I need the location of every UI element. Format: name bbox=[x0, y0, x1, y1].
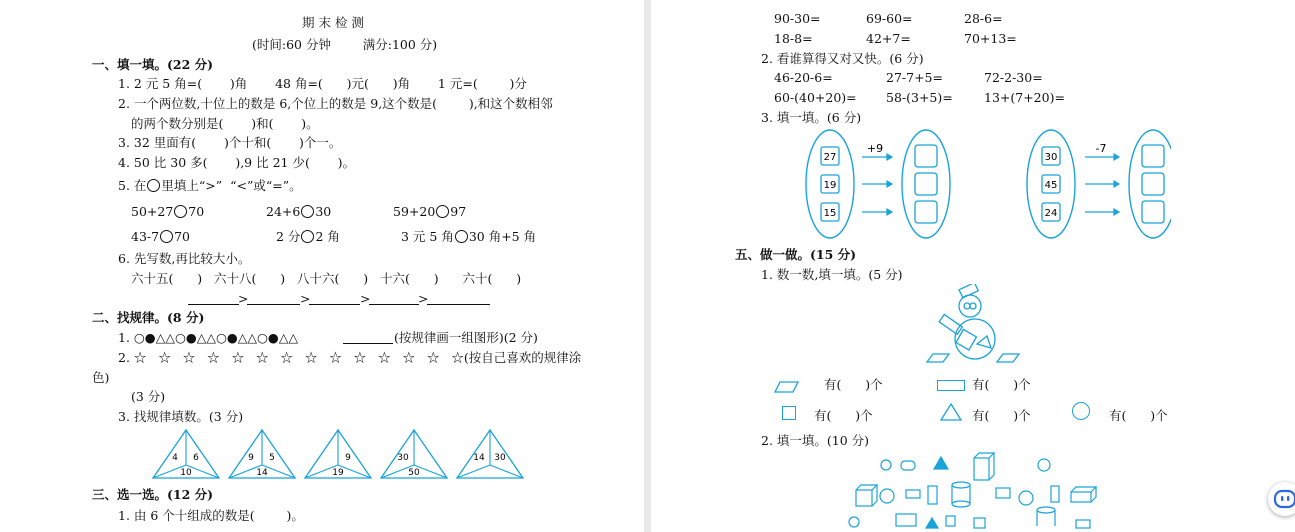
triangle-number: 19 bbox=[332, 468, 344, 478]
section-2-heading: 二、找规律。(8 分) bbox=[92, 310, 205, 325]
question-2-2-score: (3 分) bbox=[131, 389, 166, 404]
q5-suffix: 里填上“>” “<”或“=”。 bbox=[161, 178, 302, 193]
section-3-heading: 三、选一选。(12 分) bbox=[92, 487, 214, 502]
answer-blank[interactable] bbox=[343, 343, 393, 344]
greater-sign: > bbox=[300, 291, 311, 306]
comparison-3: 59+20 97 bbox=[393, 204, 467, 219]
count-triangle: 有( )个 bbox=[972, 408, 1031, 423]
snowman-shape-figure bbox=[923, 284, 1033, 368]
chat-assistant-button[interactable] bbox=[1268, 482, 1295, 516]
triangle-number: 30 bbox=[397, 453, 409, 463]
answer-blank[interactable] bbox=[369, 304, 419, 305]
quick-1-2: 27-7+5= bbox=[886, 70, 943, 85]
question-1-4: 4. 50 比 30 多( ),9 比 21 少( )。 bbox=[118, 155, 356, 170]
machine-input: 15 bbox=[823, 208, 837, 219]
machine-subtract bbox=[1027, 130, 1171, 238]
question-r2: 2. 看谁算得又对又快。(6 分) bbox=[761, 51, 924, 66]
question-3-1: 1. 由 6 个十组成的数是( )。 bbox=[118, 508, 304, 523]
question-2-1-tail: (按规律画一组图形)(2 分) bbox=[394, 330, 538, 345]
circle-icon[interactable] bbox=[301, 205, 314, 218]
number-machines bbox=[801, 126, 1171, 242]
quick-2-1: 60-(40+20)= bbox=[774, 90, 857, 105]
number-triangle bbox=[305, 430, 371, 478]
page-subtitle: (时间:60 分钟 满分:100 分) bbox=[252, 37, 438, 52]
count-parallelogram: 有( )个 bbox=[824, 377, 883, 392]
triangle-number: 9 bbox=[345, 453, 351, 463]
circle-icon[interactable] bbox=[301, 230, 314, 243]
answer-blank[interactable] bbox=[247, 304, 300, 305]
question-1-3: 3. 32 里面有( )个十和( )个一。 bbox=[118, 135, 342, 150]
greater-sign: > bbox=[360, 291, 371, 306]
question-2-3: 3. 找规律填数。(3 分) bbox=[118, 409, 244, 424]
question-5-1: 1. 数一数,填一填。(5 分) bbox=[761, 267, 903, 282]
triangle-puzzles bbox=[0, 425, 644, 485]
count-rectangle: 有( )个 bbox=[972, 377, 1031, 392]
machine-input: 19 bbox=[823, 180, 837, 191]
machine-input: 27 bbox=[823, 152, 837, 163]
answer-box[interactable] bbox=[1142, 173, 1164, 195]
triangle-number: 50 bbox=[408, 468, 420, 478]
comparison-1: 50+27 70 bbox=[131, 204, 205, 219]
calc-2-3: 70+13= bbox=[964, 31, 1017, 46]
triangle-number: 30 bbox=[494, 453, 506, 463]
quick-1-1: 46-20-6= bbox=[774, 70, 833, 85]
circle-icon[interactable] bbox=[174, 205, 187, 218]
answer-box[interactable] bbox=[915, 201, 937, 223]
square-icon bbox=[782, 406, 796, 420]
question-2-1: 1. ○●△△○●△△○●△△○●△△ bbox=[118, 330, 299, 345]
rectangle-icon bbox=[937, 380, 965, 391]
machine-input: 24 bbox=[1044, 208, 1058, 219]
q6-number-words: 六十五( ) 六十八( ) 八十六( ) 十六( ) 六十( ) bbox=[131, 271, 522, 286]
greater-sign: > bbox=[418, 291, 429, 306]
machine-operation: -7 bbox=[1095, 142, 1107, 155]
circle-icon bbox=[147, 179, 160, 192]
number-triangle bbox=[229, 430, 295, 478]
number-triangle bbox=[381, 430, 447, 478]
section-1-heading: 一、填一填。(22 分) bbox=[92, 57, 214, 72]
triangle-number: 9 bbox=[248, 453, 254, 463]
machine-operation: +9 bbox=[866, 142, 884, 155]
triangle-number: 14 bbox=[256, 468, 268, 478]
question-1-2a: 2. 一个两位数,十位上的数是 6,个位上的数是 9,这个数是( ),和这个数相邻 bbox=[118, 96, 553, 111]
question-1-5 bbox=[118, 178, 302, 194]
answer-box[interactable] bbox=[1142, 145, 1164, 167]
answer-blank[interactable] bbox=[427, 304, 490, 305]
solid-shapes-figure bbox=[846, 450, 1106, 532]
triangle-number: 10 bbox=[180, 468, 192, 478]
number-triangle bbox=[457, 430, 523, 478]
comparison-4: 43-7 70 bbox=[131, 229, 190, 244]
answer-blank[interactable] bbox=[309, 304, 360, 305]
circle-icon[interactable] bbox=[160, 230, 173, 243]
triangle-number: 4 bbox=[172, 453, 178, 463]
number-triangle bbox=[153, 430, 219, 478]
triangle-number: 14 bbox=[473, 453, 485, 463]
comparison-5: 2 分 2 角 bbox=[276, 229, 340, 244]
machine-input: 30 bbox=[1044, 152, 1058, 163]
answer-blank[interactable] bbox=[188, 304, 239, 305]
quick-1-3: 72-2-30= bbox=[984, 70, 1043, 85]
question-r3: 3. 填一填。(6 分) bbox=[761, 110, 862, 125]
greater-sign: > bbox=[238, 291, 249, 306]
chat-bubble-icon bbox=[1268, 482, 1295, 516]
comparison-2: 24+6 30 bbox=[266, 204, 332, 219]
page-title: 期 末 检 测 bbox=[302, 15, 364, 30]
circle-icon[interactable] bbox=[455, 230, 468, 243]
question-5-2: 2. 填一填。(10 分) bbox=[761, 433, 870, 448]
triangle-icon bbox=[940, 403, 962, 425]
answer-box[interactable] bbox=[1142, 201, 1164, 223]
question-1-2b: 的两个数分别是( )和( )。 bbox=[131, 116, 319, 131]
calc-1-2: 69-60= bbox=[866, 11, 913, 26]
machine-input: 45 bbox=[1044, 180, 1058, 191]
parallelogram-icon bbox=[774, 378, 799, 388]
section-5-heading: 五、做一做。(15 分) bbox=[735, 247, 857, 262]
quick-2-2: 58-(3+5)= bbox=[886, 90, 953, 105]
calc-2-2: 42+7= bbox=[866, 31, 911, 46]
answer-box[interactable] bbox=[915, 145, 937, 167]
question-1-6: 6. 先写数,再比较大小。 bbox=[118, 251, 251, 266]
calc-1-1: 90-30= bbox=[774, 11, 821, 26]
comparison-6: 3 元 5 角 30 角+5 角 bbox=[401, 229, 537, 244]
q5-prefix: 5. 在 bbox=[118, 178, 147, 193]
circle-icon bbox=[1072, 402, 1090, 420]
machine-add bbox=[806, 130, 950, 238]
calc-2-1: 18-8= bbox=[774, 31, 813, 46]
question-2-2: 2. ☆ ☆ ☆ ☆ ☆ ☆ ☆ ☆ ☆ ☆ ☆ ☆ ☆ ☆(按自己喜欢的规律涂 bbox=[118, 350, 582, 365]
answer-box[interactable] bbox=[915, 173, 937, 195]
triangle-number: 6 bbox=[193, 453, 199, 463]
count-square: 有( )个 bbox=[814, 408, 873, 423]
quick-2-3: 13+(7+20)= bbox=[984, 90, 1065, 105]
count-circle: 有( )个 bbox=[1109, 408, 1168, 423]
question-2-2-cont: 色) bbox=[92, 370, 110, 385]
triangle-number: 5 bbox=[269, 453, 275, 463]
left-page bbox=[0, 0, 644, 532]
right-page bbox=[651, 0, 1295, 532]
circle-icon[interactable] bbox=[436, 205, 449, 218]
calc-1-3: 28-6= bbox=[964, 11, 1003, 26]
question-1-1: 1. 2 元 5 角=( )角 48 角=( )元( )角 1 元=( )分 bbox=[118, 76, 527, 91]
